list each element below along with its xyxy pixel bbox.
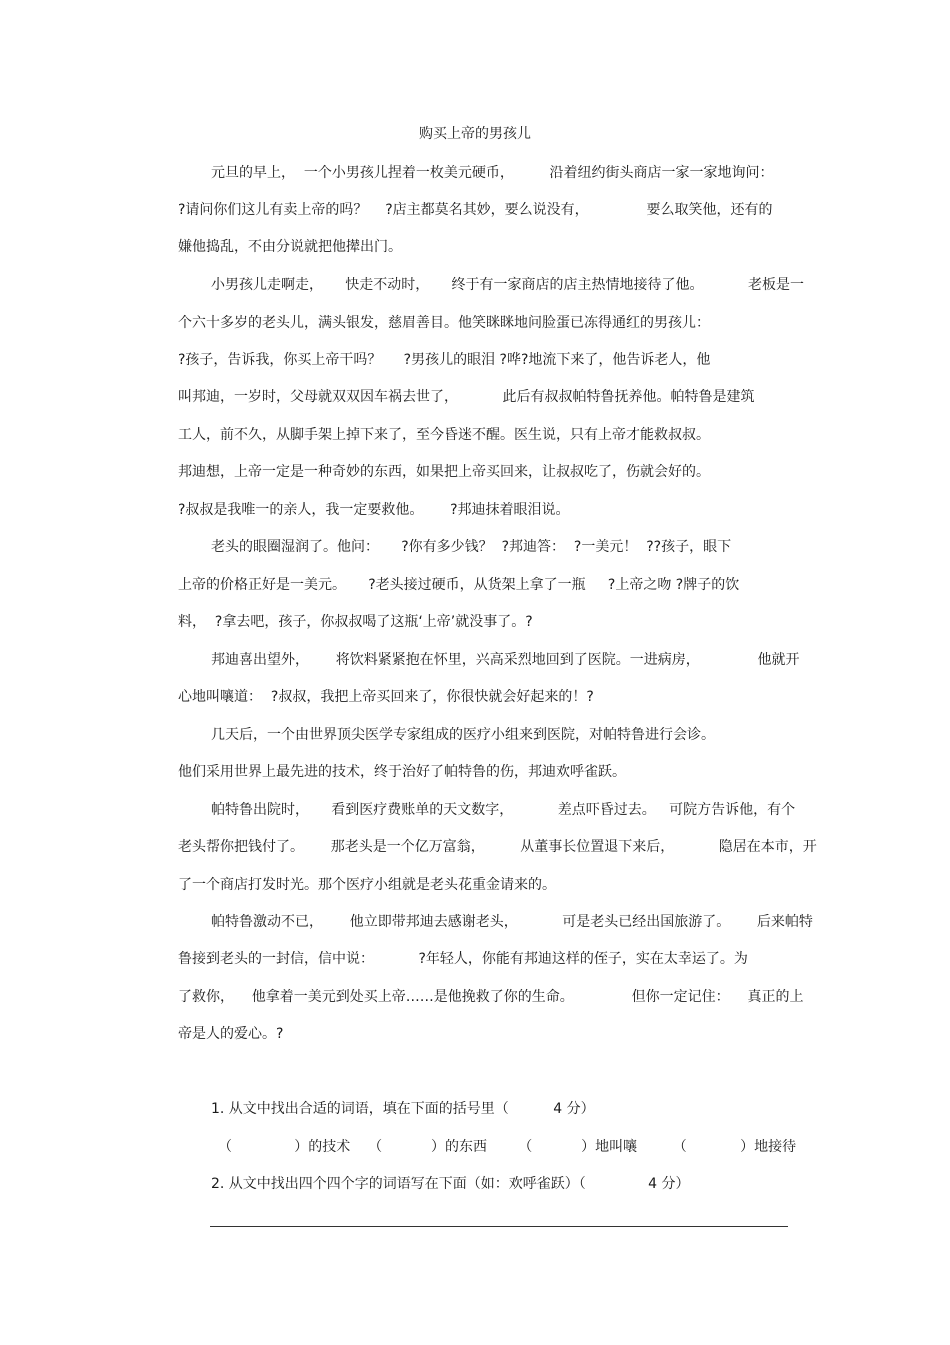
body-line: 帕特鲁激动不已， 他立即带邦迪去感谢老头， 可是老头已经出国旅游了。 后来帕特: [211, 914, 813, 930]
body-line: 几天后，一个由世界顶尖医学专家组成的医疗小组来到医院，对帕特鲁进行会诊。: [211, 727, 715, 743]
body-line: ?孩子，告诉我，你买上帝干吗？ ?男孩儿的眼泪 ?哗?地流下来了，他告诉老人，他: [178, 352, 711, 368]
body-line: 工人，前不久，从脚手架上掉下来了，至今昏迷不醒。医生说，只有上帝才能救叔叔。: [178, 427, 710, 443]
body-line: 邦迪喜出望外， 将饮料紧紧抱在怀里，兴高采烈地回到了医院。一进病房， 他就开: [211, 652, 800, 668]
body-line: 帕特鲁出院时， 看到医疗费账单的天文数字， 差点吓昏过去。 可院方告诉他，有个: [211, 802, 796, 818]
body-line: 了一个商店打发时光。那个医疗小组就是老头花重金请来的。: [178, 877, 556, 893]
body-line: 鲁接到老头的一封信，信中说： ?年轻人，你能有邦迪这样的侄子，实在太幸运了。为: [178, 951, 748, 967]
body-line: 小男孩儿走啊走， 快走不动时， 终于有一家商店的店主热情地接待了他。 老板是一: [211, 277, 805, 293]
body-line: ?请问你们这儿有卖上帝的吗？ ?店主都莫名其妙，要么说没有， 要么取笑他，还有的: [178, 202, 773, 218]
body-line: 叫邦迪，一岁时，父母就双双因车祸去世了， 此后有叔叔帕特鲁抚养他。帕特鲁是建筑: [178, 389, 755, 405]
body-line: 心地叫嚷道： ?叔叔，我把上帝买回来了，你很快就会好起来的！?: [178, 689, 594, 705]
body-line: ?叔叔是我唯一的亲人，我一定要救他。 ?邦迪抹着眼泪说。: [178, 502, 570, 518]
body-line: 老头帮你把钱付了。 那老头是一个亿万富翁， 从董事长位置退下来后， 隐居在本市，开: [178, 839, 817, 855]
document-title: 购买上帝的男孩儿: [419, 126, 531, 142]
question-1: 1. 从文中找出合适的词语，填在下面的括号里（ 4 分）: [211, 1101, 595, 1117]
body-line: 元旦的早上， 一个小男孩儿捏着一枚美元硬币， 沿着纽约街头商店一家一家地询问：: [211, 165, 774, 181]
body-line: 老头的眼圈湿润了。他问： ?你有多少钱？ ?邦迪答： ?一美元！ ??孩子，眼下: [211, 539, 732, 555]
body-line: 料， ?拿去吧，孩子，你叔叔喝了这瓶‘上帝’就没事了。?: [178, 614, 533, 630]
body-line: 上帝的价格正好是一美元。 ?老头接过硬币，从货架上拿了一瓶 ?上帝之吻 ?牌子的饮: [178, 577, 740, 593]
body-line: 嫌他捣乱，不由分说就把他撵出门。: [178, 239, 402, 255]
question-2: 2. 从文中找出四个四个字的词语写在下面（如：欢呼雀跃）（ 4 分）: [211, 1176, 690, 1192]
body-line: 他们采用世界上最先进的技术，终于治好了帕特鲁的伤，邦迪欢呼雀跃。: [178, 764, 626, 780]
body-line: 帝是人的爱心。?: [178, 1026, 284, 1042]
question-1-blanks: （ ）的技术 （ ）的东西 （ ）地叫嚷 （ ）地接待: [218, 1139, 797, 1155]
body-line: 邦迪想，上帝一定是一种奇妙的东西，如果把上帝买回来，让叔叔吃了，伤就会好的。: [178, 464, 710, 480]
body-line: 了救你， 他拿着一美元到处买上帝……是他挽救了你的生命。 但你一定记住： 真正的上: [178, 989, 804, 1005]
body-line: 个六十多岁的老头儿，满头银发，慈眉善目。他笑眯眯地问脸蛋已冻得通红的男孩儿：: [178, 315, 710, 331]
answer-line: [210, 1226, 788, 1227]
